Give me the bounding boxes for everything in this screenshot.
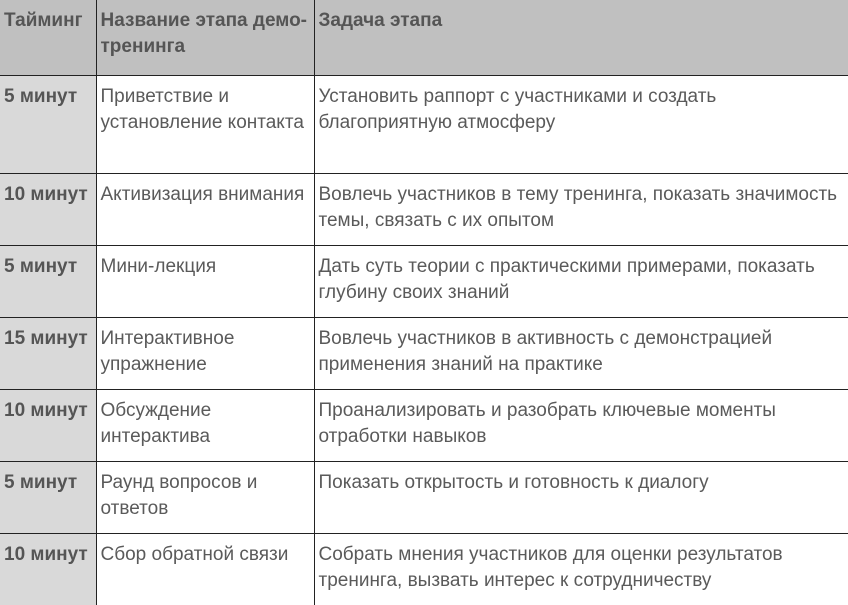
timing-cell: 15 минут xyxy=(0,318,96,390)
stage-task-cell: Вовлечь участников в активность с демонстрацией применения знаний на практике xyxy=(314,318,848,390)
timing-cell: 10 минут xyxy=(0,174,96,246)
timing-cell: 5 минут xyxy=(0,462,96,534)
stage-name-cell: Раунд вопросов и ответов xyxy=(96,462,314,534)
table-row xyxy=(0,318,848,390)
stage-name-cell: Приветствие и установление контакта xyxy=(96,76,314,174)
stage-name-cell: Сбор обратной связи xyxy=(96,534,314,605)
stage-task-cell: Проанализировать и разобрать ключевые моменты отработки навыков xyxy=(314,390,848,462)
table-row xyxy=(0,390,848,462)
timing-cell: 5 минут xyxy=(0,246,96,318)
stage-name-cell: Активизация внимания xyxy=(96,174,314,246)
timing-cell: 10 минут xyxy=(0,534,96,605)
stage-task-cell: Показать открытость и готовность к диалогу xyxy=(314,462,848,534)
timing-cell: 5 минут xyxy=(0,76,96,174)
table-row xyxy=(0,462,848,534)
stage-task-cell: Вовлечь участников в тему тренинга, показать значимость темы, связать с их опытом xyxy=(314,174,848,246)
stage-task-cell: Установить раппорт с участниками и создать благоприятную атмосферу xyxy=(314,76,848,174)
table-header xyxy=(0,0,848,76)
stage-task-cell: Дать суть теории с практическими примерами, показать глубину своих знаний xyxy=(314,246,848,318)
stage-name-cell: Интерактивное упражнение xyxy=(96,318,314,390)
table-row xyxy=(0,534,848,605)
header-timing: Тайминг xyxy=(0,0,96,76)
stage-name-cell: Мини-лекция xyxy=(96,246,314,318)
table-row xyxy=(0,174,848,246)
header-row xyxy=(0,0,848,76)
stage-task-cell: Собрать мнения участников для оценки результатов тренинга, вызвать интерес к сотрудничеству xyxy=(314,534,848,605)
header-stage-name: Название этапа демо-тренинга xyxy=(96,0,314,76)
header-stage-task: Задача этапа xyxy=(314,0,848,76)
stage-name-cell: Обсуждение интерактива xyxy=(96,390,314,462)
table-row xyxy=(0,76,848,174)
timing-cell: 10 минут xyxy=(0,390,96,462)
table-body xyxy=(0,76,848,605)
table-row xyxy=(0,246,848,318)
